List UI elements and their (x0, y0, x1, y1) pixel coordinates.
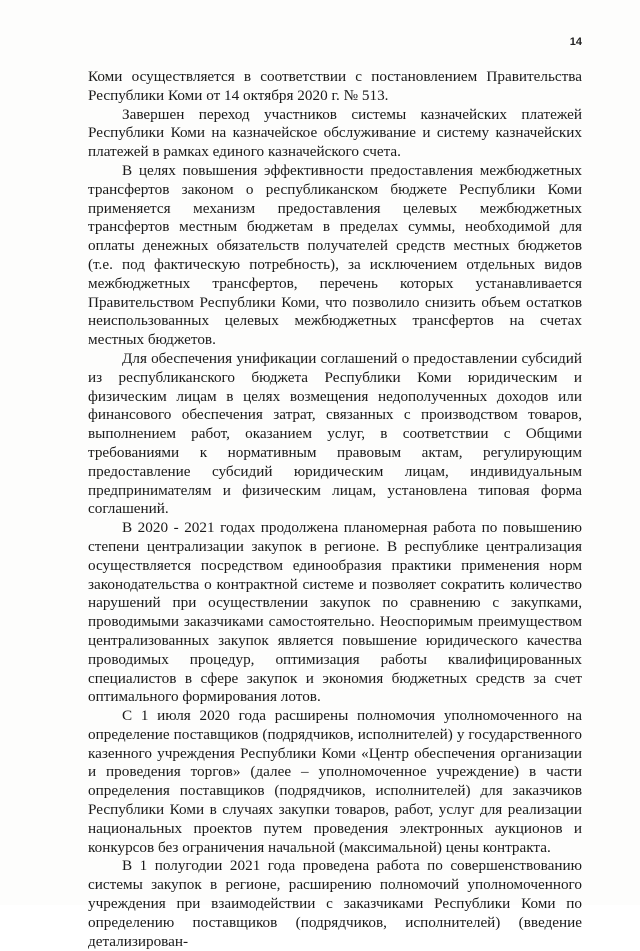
paragraph-authorized-institution: С 1 июля 2020 года расширены полномочия уполномоченного на определение поставщиков (подрядчиков, исполнителей) у государственного казенного учреждения Республики Коми «Центр обеспечения организации и проведения торгов» (далее – уполномоченное учреждение) в части определения поставщиков (подрядчиков, исполнителей) для заказчиков Республики Коми в случаях закупки товаров, работ, услуг для реализации национальных проектов путем проведения электронных аукционов и конкурсов без ограничения начальной (максимальной) цены контракта. (88, 707, 582, 856)
paragraph-continuation: Коми осуществляется в соответствии с постановлением Правительства Республики Коми от 14 октября 2020 г. № 513. (88, 68, 582, 104)
page-number: 14 (569, 36, 582, 48)
paragraph-procurement-centralization: В 2020 - 2021 годах продолжена планомерная работа по повышению степени централизации закупок в регионе. В республике централизация осуществляется посредством единообразия практики применения норм законодательства о контрактной системе и позволяет сократить количество нарушений при осуществлении закупок по сравнению с закупками, проводимыми заказчиками самостоятельно. Неоспоримым преимуществом централизованных закупок является повышение юридического качества проводимых процедур, оптимизация работы квалифицированных специалистов в сфере закупок и экономия бюджетных средств за счет оптимального формирования лотов. (88, 519, 582, 706)
paragraph-procurement-improvement: В 1 полугодии 2021 года проведена работа по совершенствованию системы закупок в регионе, расширению полномочий уполномоченного учреждения при взаимодействии с заказчиками Республики Коми по определению поставщиков (подрядчиков, исполнителей) (введение детализирован- (88, 857, 582, 950)
paragraph-treasury-transition: Завершен переход участников системы казначейских платежей Республики Коми на казначейское обслуживание и систему казначейских платежей в рамках единого казначейского счета. (88, 105, 582, 161)
paragraph-subsidy-agreements: Для обеспечения унификации соглашений о предоставлении субсидий из республиканского бюджета Республики Коми юридическим и физическим лицам в целях возмещения недополученных доходов или финансового обеспечения затрат, связанных с производством товаров, выполнением работ, оказанием услуг, в соответствии с Общими требованиями к нормативным правовым актам, регулирующим предоставление субсидий юридическим лицам, индивидуальным предпринимателям и физическим лицам, установлена типовая форма соглашений. (88, 349, 582, 518)
body-text (88, 68, 582, 951)
paragraph-interbudget-transfers: В целях повышения эффективности предоставления межбюджетных трансфертов законом о республиканском бюджете Республики Коми применяется механизм предоставления целевых межбюджетных трансфертов местным бюджетам в пределах суммы, необходимой для оплаты денежных обязательств получателей средств местных бюджетов (т.е. под фактическую потребность), за исключением отдельных видов межбюджетных трансфертов, перечень которых устанавливается Правительством Республики Коми, что позволило снизить объем остатков неиспользованных целевых межбюджетных трансфертов на счетах местных бюджетов. (88, 161, 582, 349)
